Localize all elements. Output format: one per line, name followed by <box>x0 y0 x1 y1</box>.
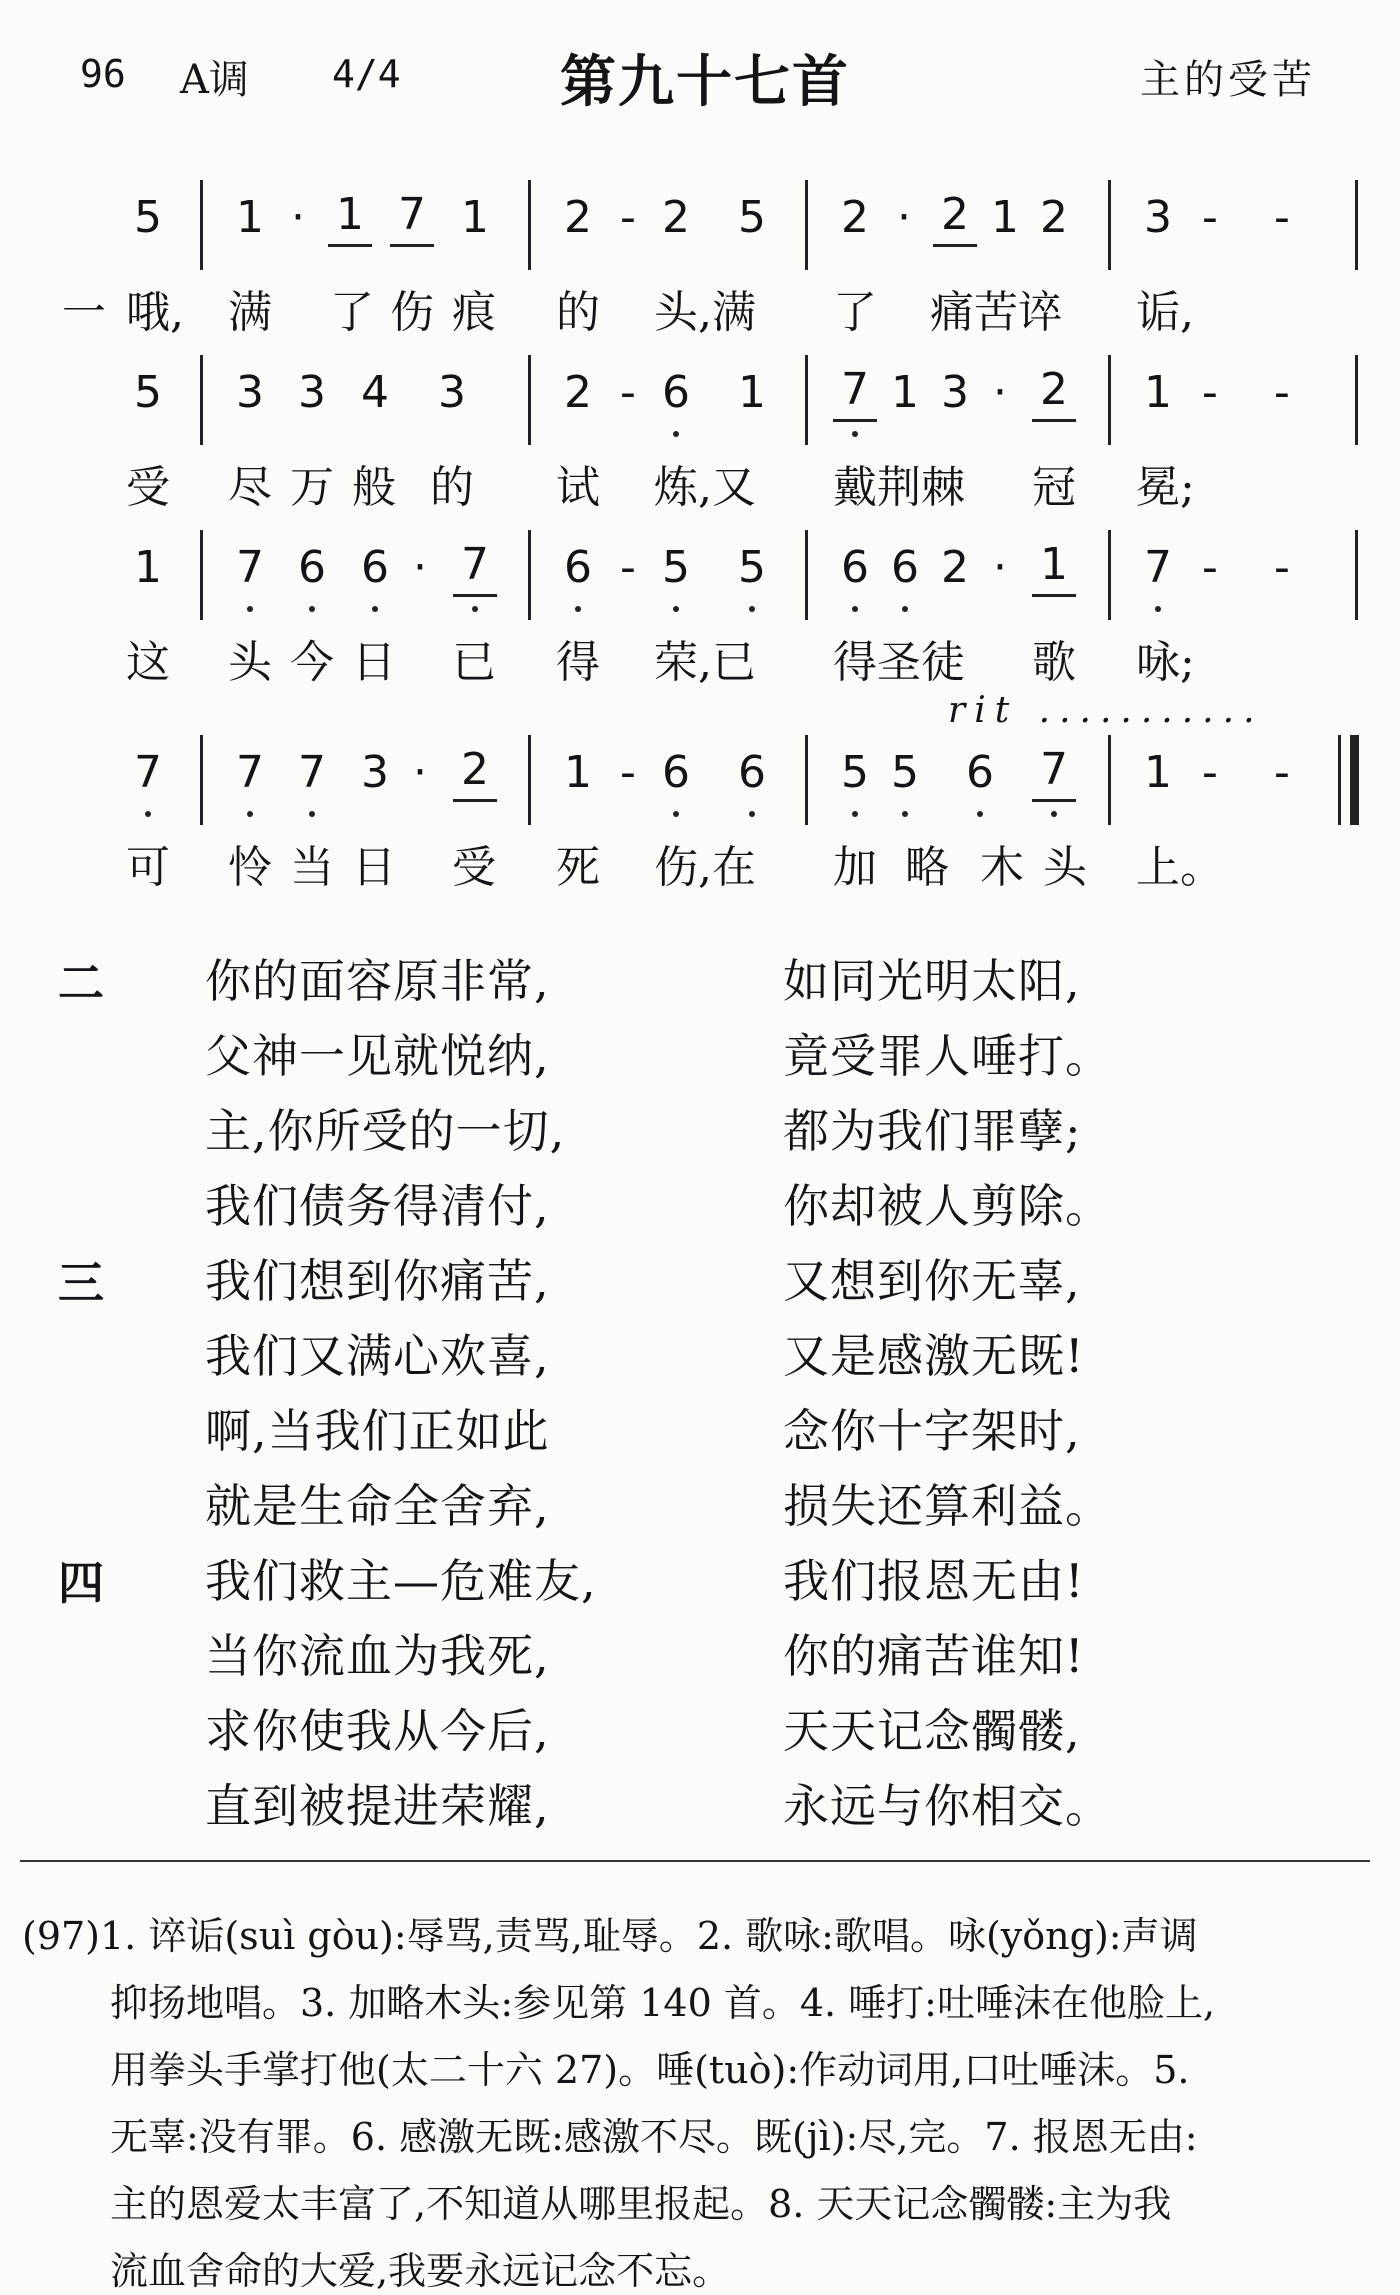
verse-line-left: 求你使我从今后, <box>205 1704 550 1758</box>
note: 2 <box>841 192 869 243</box>
note: 2 <box>564 367 592 418</box>
verse-line-right: 损失还算利益。 <box>783 1479 1112 1533</box>
lyric-syllable: 可 <box>126 842 170 893</box>
note: 1 <box>991 192 1019 243</box>
barline <box>528 180 531 270</box>
verse-line-left: 你的面容原非常, <box>205 954 550 1008</box>
hymn-subtitle: 主的受苦 <box>1140 57 1316 103</box>
note: 7 <box>126 745 170 801</box>
note: 7 <box>290 745 334 801</box>
verse-line-left: 我们又满心欢喜, <box>205 1329 550 1383</box>
final-barline-thin <box>1338 735 1341 825</box>
note: 1 <box>564 747 592 798</box>
note: 5 <box>883 745 927 801</box>
barline <box>528 530 531 620</box>
verse-line-left: 啊,当我们正如此 <box>205 1404 550 1458</box>
verse-line-right: 你的痛苦谁知! <box>783 1629 1085 1683</box>
lyric-syllable: 怜 <box>228 842 272 893</box>
barline <box>1108 530 1111 620</box>
lyric-syllable: 略 <box>905 842 949 893</box>
note: - <box>1202 747 1218 798</box>
note: 7 <box>1136 540 1180 596</box>
note: 1 <box>1144 747 1172 798</box>
verse-line-left: 主,你所受的一切, <box>205 1104 566 1158</box>
lyric-syllable: 加 <box>833 842 877 893</box>
note: 7 <box>390 190 434 247</box>
lyric-syllable: 得圣徒 <box>833 637 965 688</box>
score-system-4 <box>0 745 1400 895</box>
verse-line-right: 永远与你相交。 <box>783 1779 1112 1833</box>
lyric-syllable: 冠 <box>1032 462 1076 513</box>
note: 5 <box>833 745 877 801</box>
verse-line-right: 我们报恩无由! <box>783 1554 1085 1608</box>
verse-number: 三 <box>58 1256 104 1310</box>
note: 6 <box>290 540 334 596</box>
note: 7 <box>1032 745 1076 802</box>
verse-line-left: 我们债务得清付, <box>205 1179 550 1233</box>
verse-line-left: 就是生命全舍弃, <box>205 1479 550 1533</box>
note: 3 <box>298 367 326 418</box>
barline <box>528 355 531 445</box>
lyric-syllable: 万 <box>290 462 334 513</box>
note: - <box>1202 192 1218 243</box>
footnote-line: 抑扬地唱。3. 加略木头:参见第 140 首。4. 唾打:吐唾沫在他脸上, <box>110 1981 1216 2025</box>
score-system-2 <box>0 365 1400 515</box>
lyric-syllable: 了 <box>833 287 877 338</box>
barline <box>805 735 808 825</box>
lyric-syllable: 受 <box>452 842 496 893</box>
note: · <box>993 542 1007 593</box>
barline <box>1355 180 1358 270</box>
note: 3 <box>236 367 264 418</box>
time-signature: 4/4 <box>332 52 401 96</box>
lyric-syllable: 头 <box>228 637 272 688</box>
note: - <box>620 542 636 593</box>
verse-line-right: 又想到你无辜, <box>783 1254 1081 1308</box>
verse-line-right: 念你十字架时, <box>783 1404 1081 1458</box>
lyric-syllable: 日 <box>352 842 396 893</box>
lyric-syllable: 般 <box>352 462 396 513</box>
lyric-syllable: 炼,又 <box>654 462 756 513</box>
lyric-syllable: 木 <box>980 842 1024 893</box>
lyric-syllable: 死 <box>556 842 600 893</box>
note: · <box>291 192 305 243</box>
barline <box>805 530 808 620</box>
lyric-syllable: 痛苦谇 <box>930 287 1062 338</box>
note: - <box>620 747 636 798</box>
note: 2 <box>453 745 497 802</box>
barline <box>200 180 203 270</box>
note: 6 <box>353 540 397 596</box>
lyric-syllable: 的 <box>430 462 474 513</box>
barline <box>200 530 203 620</box>
note: - <box>620 367 636 418</box>
key-signature: A调 <box>180 57 249 103</box>
lyric-syllable: 咏; <box>1136 637 1195 688</box>
note: 5 <box>738 192 766 243</box>
lyric-syllable: 头 <box>1043 842 1087 893</box>
lyric-syllable: 当 <box>290 842 334 893</box>
footnote-divider <box>20 1860 1370 1862</box>
ritardando-marking: rit ........... <box>948 690 1264 731</box>
verse-line-right: 竟受罪人唾打。 <box>783 1029 1112 1083</box>
note: - <box>620 192 636 243</box>
barline <box>1108 735 1111 825</box>
lyric-syllable: 歌 <box>1032 637 1076 688</box>
lyric-syllable: 荣,已 <box>654 637 756 688</box>
verse-line-right: 如同光明太阳, <box>783 954 1081 1008</box>
lyric-syllable: 头,满 <box>654 287 756 338</box>
note: 1 <box>134 542 162 593</box>
note: 2 <box>1032 365 1076 422</box>
lyric-syllable: 伤 <box>390 287 434 338</box>
barline <box>1108 180 1111 270</box>
footnote-line: 主的恩爱太丰富了,不知道从哪里报起。8. 天天记念髑髅:主为我 <box>110 2182 1172 2226</box>
lyric-syllable: 受 <box>126 462 170 513</box>
footnote-line: 无辜:没有罪。6. 感激无既:感激不尽。既(jì):尽,完。7. 报恩无由: <box>110 2115 1198 2159</box>
lyric-syllable: 诟, <box>1136 287 1194 338</box>
lyric-syllable: 日 <box>352 637 396 688</box>
lyric-syllable: 痕 <box>452 287 496 338</box>
note: 2 <box>941 542 969 593</box>
barline <box>805 355 808 445</box>
verse-line-left: 父神一见就悦纳, <box>205 1029 550 1083</box>
note: 3 <box>438 367 466 418</box>
footnote-line: (97)1. 谇诟(suì gòu):辱骂,责骂,耻辱。2. 歌咏:歌唱。咏(yǒng):声调 <box>22 1914 1198 1958</box>
note: 6 <box>654 365 698 421</box>
verse-line-left: 直到被提进荣耀, <box>205 1779 550 1833</box>
note: 6 <box>958 745 1002 801</box>
barline <box>200 355 203 445</box>
note: 2 <box>933 190 977 247</box>
note: 5 <box>134 367 162 418</box>
note: 1 <box>1032 540 1076 597</box>
hymn-page-number: 96 <box>80 52 126 96</box>
lyric-syllable: 得 <box>556 637 600 688</box>
note: 1 <box>1144 367 1172 418</box>
verse-line-left: 当你流血为我死, <box>205 1629 550 1683</box>
footnote-line: 用拳头手掌打他(太二十六 27)。唾(tuò):作动词用,口吐唾沫。5. <box>110 2048 1190 2092</box>
note: 3 <box>941 367 969 418</box>
note: 2 <box>564 192 592 243</box>
score-system-3 <box>0 540 1400 690</box>
note: 4 <box>361 367 389 418</box>
barline <box>1355 530 1358 620</box>
barline <box>200 735 203 825</box>
hymn-title: 第九十七首 <box>560 50 850 115</box>
note: 6 <box>833 540 877 596</box>
lyric-syllable: 伤,在 <box>654 842 756 893</box>
note: 7 <box>228 745 272 801</box>
note: 6 <box>730 745 774 801</box>
note: - <box>1202 542 1218 593</box>
note: · <box>993 367 1007 418</box>
note: 3 <box>361 747 389 798</box>
verse-line-right: 天天记念髑髅, <box>783 1704 1081 1758</box>
note: 1 <box>236 192 264 243</box>
verse-line-right: 又是感激无既! <box>783 1329 1085 1383</box>
verse-line-right: 你却被人剪除。 <box>783 1179 1112 1233</box>
note: · <box>413 747 427 798</box>
lyric-syllable: 上。 <box>1136 842 1224 893</box>
lyric-syllable: 已 <box>452 637 496 688</box>
lyric-syllable: 满 <box>228 287 272 338</box>
note: 3 <box>1144 192 1172 243</box>
note: 2 <box>1040 192 1068 243</box>
note: - <box>1274 747 1290 798</box>
barline <box>1108 355 1111 445</box>
verse-line-left: 我们想到你痛苦, <box>205 1254 550 1308</box>
verse-number: 四 <box>58 1556 104 1610</box>
note: · <box>897 192 911 243</box>
note: 2 <box>662 192 690 243</box>
lyric-syllable: 冕; <box>1136 462 1195 513</box>
note: 7 <box>833 365 877 422</box>
lyric-syllable: 这 <box>126 637 170 688</box>
lyric-syllable: 哦, <box>126 287 184 338</box>
note: 1 <box>328 190 372 247</box>
note: - <box>1274 367 1290 418</box>
note: 6 <box>654 745 698 801</box>
note: 1 <box>461 192 489 243</box>
score-system-1 <box>0 190 1400 340</box>
note: 1 <box>738 367 766 418</box>
note: 6 <box>556 540 600 596</box>
lyric-syllable: 的 <box>556 287 600 338</box>
note: 5 <box>134 192 162 243</box>
note: - <box>1274 192 1290 243</box>
footnote-line: 流血舍命的大爱,我要永远记念不忘。 <box>110 2249 731 2293</box>
barline <box>805 180 808 270</box>
lyric-syllable: 试 <box>556 462 600 513</box>
note: 5 <box>654 540 698 596</box>
lyric-syllable: 了 <box>330 287 374 338</box>
note: 1 <box>891 367 919 418</box>
verse-line-left: 我们救主—危难友, <box>205 1554 597 1608</box>
note: - <box>1274 542 1290 593</box>
barline <box>528 735 531 825</box>
lyric-syllable: 今 <box>290 637 334 688</box>
note: - <box>1202 367 1218 418</box>
barline <box>1355 355 1358 445</box>
lyric-syllable: 尽 <box>228 462 272 513</box>
note: · <box>413 542 427 593</box>
note: 7 <box>228 540 272 596</box>
note: 6 <box>883 540 927 596</box>
final-barline-thick <box>1350 735 1359 825</box>
verse-line-right: 都为我们罪孽; <box>783 1104 1082 1158</box>
verse-number: 二 <box>58 956 104 1010</box>
note: 7 <box>453 540 497 597</box>
lyric-syllable: 一 <box>62 287 106 338</box>
lyric-syllable: 戴荆棘 <box>833 462 965 513</box>
note: 5 <box>730 540 774 596</box>
